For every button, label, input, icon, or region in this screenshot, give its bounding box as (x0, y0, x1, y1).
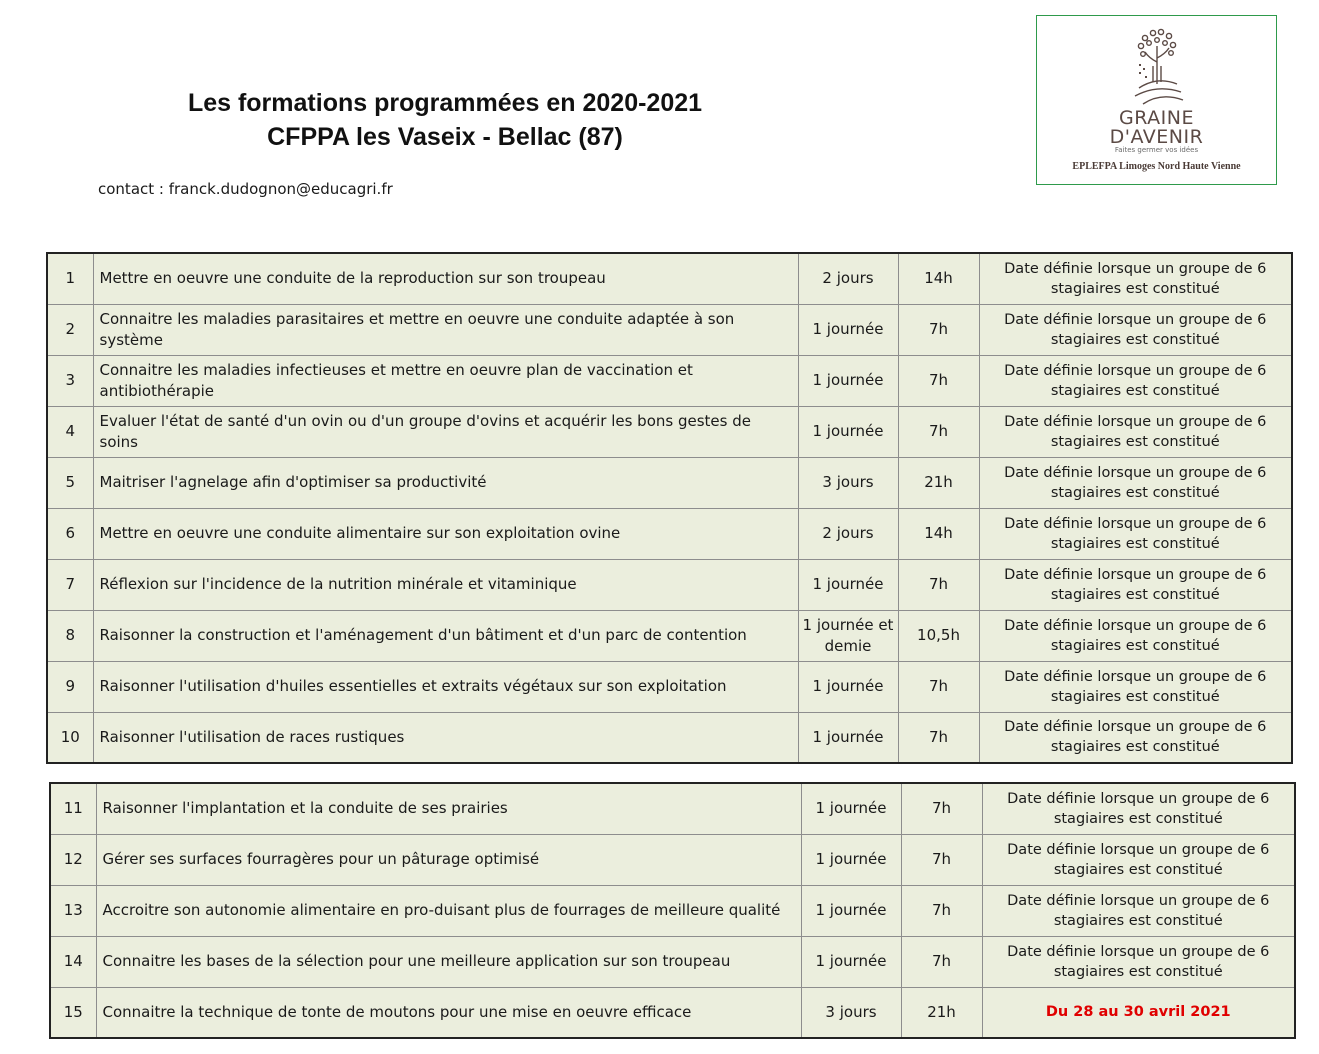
course-title: Maitriser l'agnelage afin d'optimiser sa productivité (93, 457, 798, 508)
course-title: Mettre en oeuvre une conduite de la reproduction sur son troupeau (93, 253, 798, 304)
course-title: Raisonner l'implantation et la conduite de ses prairies (96, 783, 801, 834)
course-hours: 7h (901, 885, 982, 936)
row-number: 4 (47, 406, 93, 457)
brand-tagline: Faites germer vos idées (1114, 146, 1199, 154)
course-title: Raisonner la construction et l'aménagement d'un bâtiment et d'un parc de contention (93, 610, 798, 661)
course-date: Date définie lorsque un groupe de 6 stagiaires est constitué (979, 457, 1292, 508)
table-row (47, 508, 1292, 559)
course-date: Date définie lorsque un groupe de 6 stagiaires est constitué (979, 661, 1292, 712)
course-hours: 7h (898, 559, 979, 610)
table-row (47, 355, 1292, 406)
organization-name: EPLEFPA Limoges Nord Haute Vienne (1072, 161, 1241, 172)
course-hours: 10,5h (898, 610, 979, 661)
course-date: Date définie lorsque un groupe de 6 stagiaires est constitué (979, 610, 1292, 661)
row-number: 11 (50, 783, 96, 834)
course-hours: 7h (898, 406, 979, 457)
course-date: Date définie lorsque un groupe de 6 stagiaires est constitué (982, 936, 1295, 987)
course-title: Raisonner l'utilisation de races rustiques (93, 712, 798, 763)
course-title: Connaitre les bases de la sélection pour une meilleure application sur son troupeau (96, 936, 801, 987)
course-hours: 21h (898, 457, 979, 508)
course-title: Accroitre son autonomie alimentaire en pro-duisant plus de fourrages de meilleure qualité (96, 885, 801, 936)
training-table-2 (49, 782, 1296, 1039)
contact-line: contact : franck.dudognon@educagri.fr (98, 180, 393, 198)
course-date: Date définie lorsque un groupe de 6 stagiaires est constitué (979, 253, 1292, 304)
row-number: 2 (47, 304, 93, 355)
table-row (50, 936, 1295, 987)
course-hours: 7h (901, 834, 982, 885)
course-title: Réflexion sur l'incidence de la nutrition minérale et vitaminique (93, 559, 798, 610)
course-date: Date définie lorsque un groupe de 6 stagiaires est constitué (979, 304, 1292, 355)
table-row (47, 661, 1292, 712)
table-row (47, 304, 1292, 355)
course-hours: 7h (898, 304, 979, 355)
row-number: 8 (47, 610, 93, 661)
row-number: 1 (47, 253, 93, 304)
course-date: Date définie lorsque un groupe de 6 stagiaires est constitué (982, 834, 1295, 885)
course-duration: 1 journée (801, 783, 901, 834)
row-number: 12 (50, 834, 96, 885)
course-duration: 1 journée (798, 355, 898, 406)
table-row (50, 987, 1295, 1038)
course-duration: 3 jours (798, 457, 898, 508)
row-number: 3 (47, 355, 93, 406)
course-duration: 1 journée (798, 661, 898, 712)
course-title: Connaitre les maladies infectieuses et mettre en oeuvre plan de vaccination et antibiothérapie (93, 355, 798, 406)
row-number: 5 (47, 457, 93, 508)
course-title: Raisonner l'utilisation d'huiles essentielles et extraits végétaux sur son exploitation (93, 661, 798, 712)
course-duration: 1 journée (798, 304, 898, 355)
course-duration: 1 journée (801, 885, 901, 936)
table-row (47, 457, 1292, 508)
course-hours: 21h (901, 987, 982, 1038)
course-hours: 14h (898, 253, 979, 304)
course-date: Date définie lorsque un groupe de 6 stagiaires est constitué (979, 406, 1292, 457)
table-row (50, 834, 1295, 885)
course-date: Date définie lorsque un groupe de 6 stagiaires est constitué (979, 559, 1292, 610)
course-hours: 7h (901, 936, 982, 987)
row-number: 6 (47, 508, 93, 559)
course-date: Date définie lorsque un groupe de 6 stagiaires est constitué (979, 508, 1292, 559)
course-title: Mettre en oeuvre une conduite alimentaire sur son exploitation ovine (93, 508, 798, 559)
course-duration: 3 jours (801, 987, 901, 1038)
title-line-2: CFPPA les Vaseix - Bellac (87) (267, 123, 623, 151)
row-number: 9 (47, 661, 93, 712)
course-hours: 14h (898, 508, 979, 559)
table-row (47, 559, 1292, 610)
row-number: 15 (50, 987, 96, 1038)
course-title: Connaitre les maladies parasitaires et mettre en oeuvre une conduite adaptée à son système (93, 304, 798, 355)
course-duration: 2 jours (798, 253, 898, 304)
logo-box (1036, 15, 1277, 185)
course-hours: 7h (901, 783, 982, 834)
table-row (47, 406, 1292, 457)
brand-name-line-2: D'AVENIR (1109, 126, 1204, 148)
course-duration: 2 jours (798, 508, 898, 559)
course-duration: 1 journée (801, 834, 901, 885)
course-hours: 7h (898, 661, 979, 712)
training-table-1 (46, 252, 1293, 764)
page-title (130, 86, 760, 154)
course-date: Date définie lorsque un groupe de 6 stagiaires est constitué (979, 712, 1292, 763)
table-row (50, 885, 1295, 936)
row-number: 14 (50, 936, 96, 987)
course-duration: 1 journée (798, 406, 898, 457)
course-date: Date définie lorsque un groupe de 6 stagiaires est constitué (979, 355, 1292, 406)
brand-name-line-1: GRAINE (1119, 107, 1194, 129)
row-number: 10 (47, 712, 93, 763)
row-number: 7 (47, 559, 93, 610)
course-duration: 1 journée et demie (798, 610, 898, 661)
course-duration: 1 journée (798, 712, 898, 763)
course-date: Du 28 au 30 avril 2021 (982, 987, 1295, 1038)
table-row (47, 712, 1292, 763)
sprout-tree-icon (1123, 26, 1191, 110)
course-title: Gérer ses surfaces fourragères pour un pâturage optimisé (96, 834, 801, 885)
table-row (47, 253, 1292, 304)
title-line-1: Les formations programmées en 2020-2021 (187, 89, 703, 117)
table-row (50, 783, 1295, 834)
table-row (47, 610, 1292, 661)
course-hours: 7h (898, 712, 979, 763)
row-number: 13 (50, 885, 96, 936)
course-duration: 1 journée (798, 559, 898, 610)
course-title: Connaitre la technique de tonte de moutons pour une mise en oeuvre efficace (96, 987, 801, 1038)
course-date: Date définie lorsque un groupe de 6 stagiaires est constitué (982, 783, 1295, 834)
course-duration: 1 journée (801, 936, 901, 987)
course-date: Date définie lorsque un groupe de 6 stagiaires est constitué (982, 885, 1295, 936)
course-hours: 7h (898, 355, 979, 406)
course-title: Evaluer l'état de santé d'un ovin ou d'un groupe d'ovins et acquérir les bons gestes de soins (93, 406, 798, 457)
